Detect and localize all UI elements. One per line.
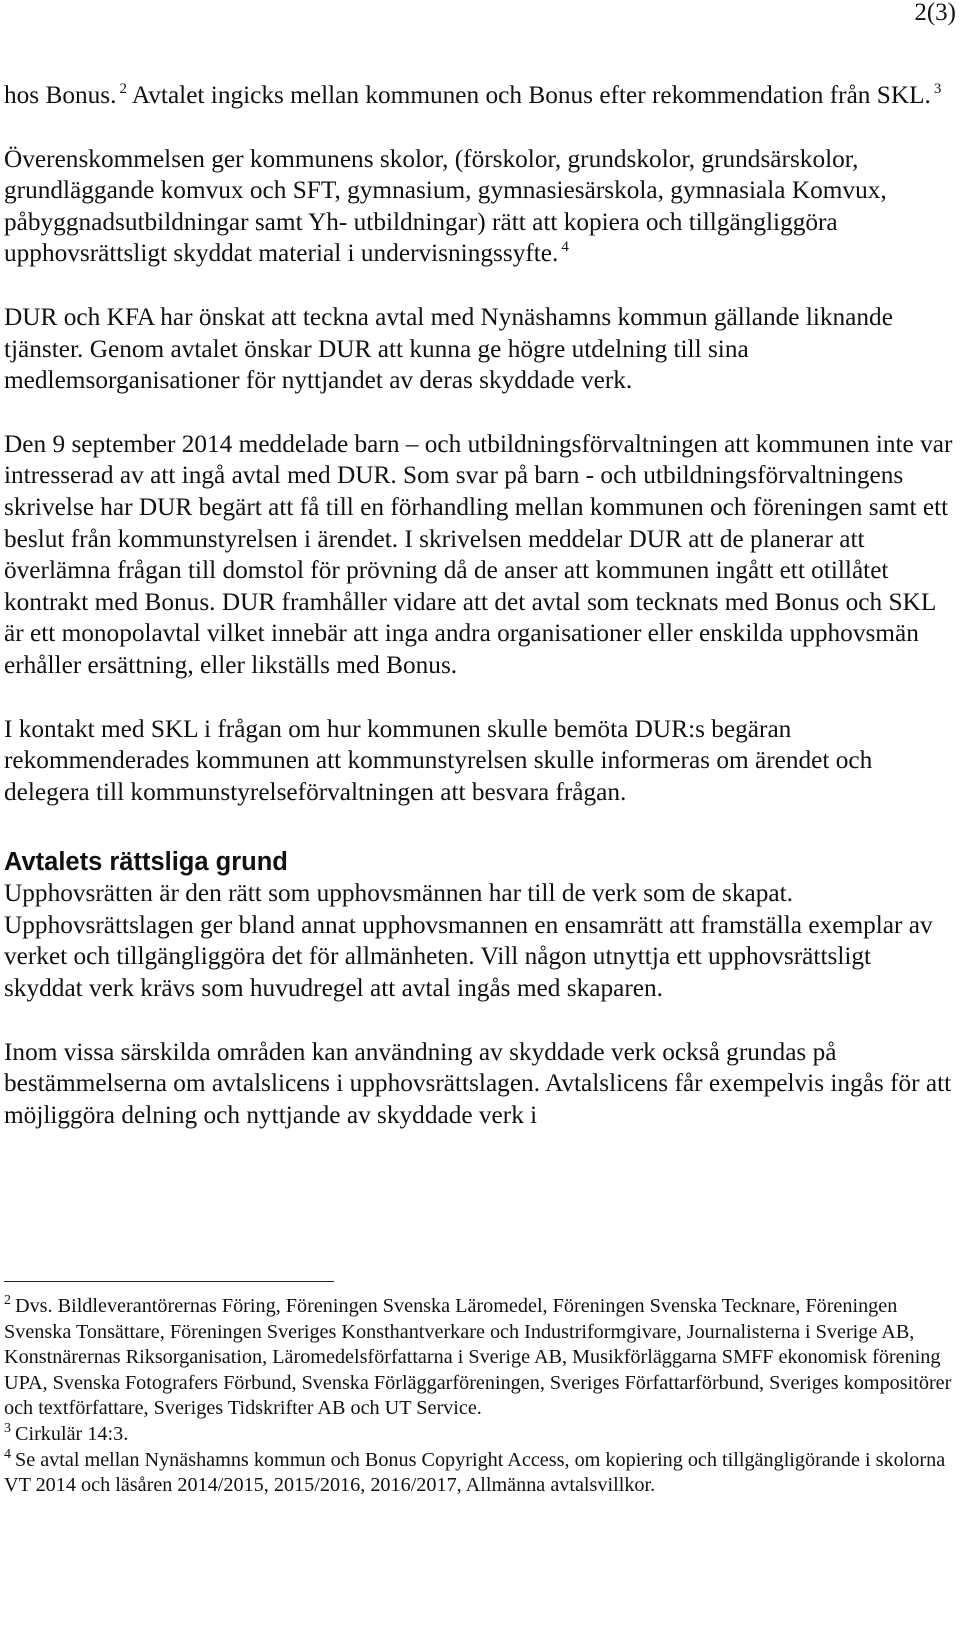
- paragraph-dur-kfa: [4, 302, 954, 397]
- paragraph-text: Avtalet ingicks mellan kommunen och Bonus efter rekommendation från SKL.: [126, 81, 931, 109]
- paragraph-september-decision: [4, 429, 954, 682]
- footnote-separator: [4, 1281, 334, 1282]
- paragraph-text: DUR och KFA har önskat att teckna avtal med Nynäshamns kommun gällande liknande tjänster. Genom avtalet önskar DUR att kunna ge högre utdelning till sina medlemsorganisationer för nyttjandet av deras skyddade verk.: [4, 302, 893, 395]
- footnote-ref-2: 2: [119, 81, 127, 97]
- paragraph-skl-contact: [4, 714, 954, 809]
- footnote-text: Dvs. Bildleverantörernas Föring, Föreningen Svenska Läromedel, Föreningen Svenska Tecknare, Föreningen Svenska Tonsättare, Föreningen Sveriges Konsthantverkare och Industriformgivare, Journalisterna i Sverige AB, Konstnärernas Riksorganisation, Läromedelsförfattarna i Sverige AB, Musikförläggarna SMFF ekonomisk förening UPA, Svenska Fotografers Förbund, Svenska Förläggarföreningen, Sveriges Författarförbund, Sveriges kompositörer och textförfattare, Sveriges Tidskrifter AB och UT Service.: [4, 1295, 952, 1420]
- footnotes: [4, 1294, 954, 1499]
- footnote-number: 2: [4, 1293, 11, 1308]
- footnote-3: [4, 1422, 954, 1448]
- paragraph-text: Inom vissa särskilda områden kan användning av skyddade verk också grundas på bestämmelserna om avtalslicens i upphovsrättslagen. Avtalslicens får exempelvis ingås för att möjliggöra delning och nyttjande av skyddade verk i: [4, 1037, 952, 1129]
- paragraph-agreement-scope: [4, 144, 954, 270]
- paragraph-text: Den 9 september 2014 meddelade barn – och utbildningsförvaltningen att kommunen inte var intresserad av att ingå avtal med DUR. Som svar på barn - och utbildningsförvaltningens skrivelse har DUR begärt att få till en förhandling mellan kommunen och föreningen samt ett beslut från kommunstyrelsen i ärendet. I skrivelsen meddelar DUR att de planerar att överlämna frågan till domstol för prövning då de anser att kommunen ingått ett otillåtet kontrakt med Bonus. DUR framhåller vidare att det avtal som tecknats med Bonus och SKL är ett monopolavtal vilket innebär att inga andra organisationer eller enskilda upphovsmän erhåller ersättning, eller likställs med Bonus.: [4, 429, 953, 679]
- paragraph-text: hos Bonus.: [4, 81, 117, 109]
- document-body: [4, 80, 954, 1131]
- paragraph-text: Överenskommelsen ger kommunens skolor, (förskolor, grundskolor, grundsärskolor, grundläggande komvux och SFT, gymnasium, gymnasiesärskola, gymnasiala Komvux, påbyggnadsutbildningar samt Yh- utbildningar) rätt att kopiera och tillgängliggöra upphovsrättsligt skyddat material i undervisningssyfte.: [4, 144, 887, 268]
- paragraph-copyright-basics: [4, 878, 954, 1004]
- page-number: 2(3): [914, 0, 956, 26]
- footnote-ref-4: 4: [561, 239, 569, 256]
- footnote-text: Se avtal mellan Nynäshamns kommun och Bonus Copyright Access, om kopiering och tillgängligörande i skolorna VT 2014 och läsåren 2014/2015, 2015/2016, 2016/2017, Allmänna avtalsvillkor.: [4, 1448, 946, 1497]
- section-heading: Avtalets rättsliga grund: [4, 848, 288, 877]
- footnote-number: 3: [4, 1420, 11, 1436]
- footnote-4: [4, 1448, 954, 1499]
- paragraph-extended-license: [4, 1037, 954, 1132]
- paragraph-text: I kontakt med SKL i frågan om hur kommunen skulle bemöta DUR:s begäran rekommenderades kommunen att kommunstyrelsen skulle informeras om ärendet och delegera till kommunstyrelseförvaltningen att besvara frågan.: [4, 714, 873, 806]
- paragraph-text: Upphovsrätten är den rätt som upphovsmännen har till de verk som de skapat. Upphovsrättslagen ger bland annat upphovsmannen en ensamrätt att framställa exemplar av verket och tillgängliggöra det för allmänheten. Vill någon utnyttja ett upphovsrättsligt skyddat verk krävs som huvudregel att avtal ingås med skaparen.: [4, 879, 933, 1003]
- paragraph-bonus-agreement: [4, 80, 954, 112]
- footnote-2: [4, 1294, 954, 1422]
- footnote-ref-3: 3: [933, 81, 942, 97]
- footnote-number: 4: [4, 1446, 11, 1462]
- footnote-text: Cirkulär 14:3.: [15, 1422, 129, 1445]
